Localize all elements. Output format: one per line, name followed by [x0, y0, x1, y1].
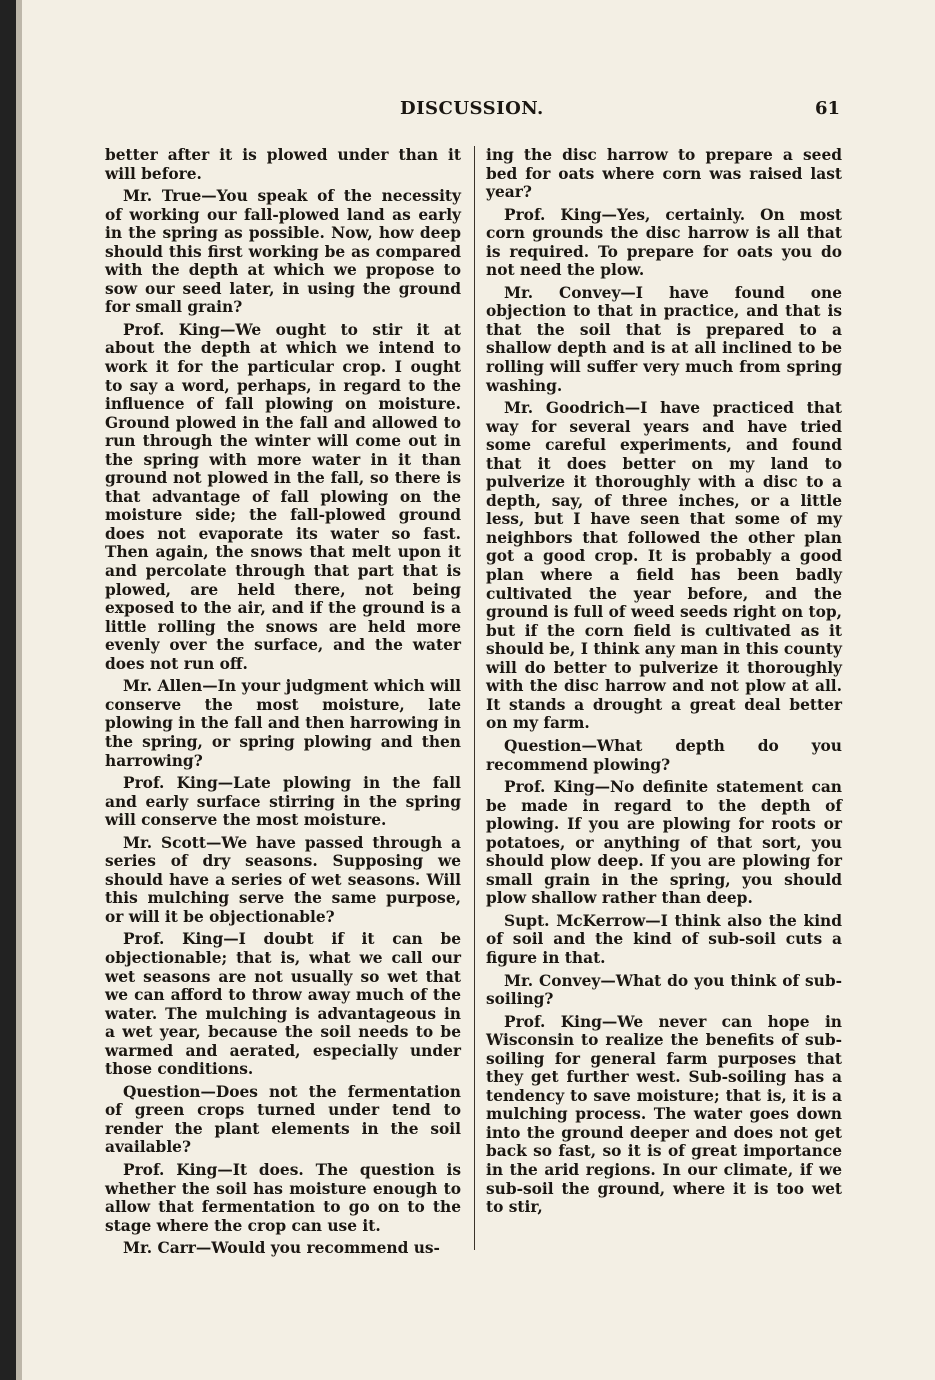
page-gutter-shadow: [16, 0, 22, 1380]
book-binding-edge: [0, 0, 16, 1380]
paragraph: Question—Does not the fermentation of green crops turned under tend to render the plant elements in the soil available?: [105, 1082, 461, 1157]
paragraph: better after it is plowed under than it will before.: [105, 146, 461, 183]
paragraph: Prof. King—I doubt if it can be objectionable; that is, what we call our wet seasons are not usually so wet that we can afford to throw away much of the water. The mulching is advantageous in a wet year, because the soil needs to be warmed and aerated, especially under those conditions.: [105, 930, 461, 1079]
paragraph: Prof. King—Late plowing in the fall and early surface stirring in the spring will conserve the most moisture.: [105, 774, 461, 830]
paragraph: Supt. McKerrow—I think also the kind of soil and the kind of sub-soil cuts a figure in that.: [486, 911, 842, 967]
paragraph: Prof. King—It does. The question is whether the soil has moisture enough to allow that fermentation to go on to the stage where the crop can use it.: [105, 1160, 461, 1235]
paragraph: Mr. Scott—We have passed through a series of dry seasons. Supposing we should have a series of wet seasons. Will this mulching serve the same purpose, or will it be objectionable?: [105, 833, 461, 926]
paragraph: Mr. True—You speak of the necessity of working our fall-plowed land as early in the spring as possible. Now, how deep should this first working be as compared with the depth at which we propose to sow our seed later, in using the ground for small grain?: [105, 187, 461, 317]
paragraph: Prof. King—We ought to stir it at about the depth at which we intend to work it for the particular crop. I ought to say a word, perhaps, in regard to the influence of fall plowing on moisture. Ground plowed in the fall and allowed to run through the winter will come out in the spring with more water in it than ground not plowed in the fall, so there is that advantage of fall plowing on the moisture side; the fall-plowed ground does not evaporate its water so fast. Then again, the snows that melt upon it and percolate through that part that is plowed, are held there, not being exposed to the air, and if the ground is a little rolling the snows are held more evenly over the surface, and the water does not run off.: [105, 320, 461, 673]
paragraph: Question—What depth do you recommend plowing?: [486, 736, 842, 774]
page-number: 61: [814, 98, 840, 119]
paragraph: Prof. King—No definite statement can be made in regard to the depth of plowing. If you are plowing for roots or potatoes, or anything of that sort, you should plow deep. If you are plowing for small grain in the spring, you should plow shallow rather than deep.: [486, 778, 842, 908]
right-text-column: [486, 146, 842, 1221]
page-header: [102, 98, 840, 124]
paragraph: Mr. Carr—Would you recommend us-: [123, 1239, 440, 1258]
paragraph: Mr. Convey—I have found one objection to that in practice, and that is that the soil that is prepared to a shallow depth and is at all inclined to be rolling will suffer very much from spring washing.: [486, 283, 842, 395]
paragraph: Prof. King—Yes, certainly. On most corn grounds the disc harrow is all that is required. To prepare for oats you do not need the plow.: [486, 205, 842, 280]
paragraph: Mr. Convey—What do you think of sub-soiling?: [486, 971, 842, 1009]
running-title: DISCUSSION.: [400, 98, 544, 119]
paragraph: Mr. Goodrich—I have practiced that way for several years and have tried some careful experiments, and found that it does better on my land to pulverize it thoroughly with a disc to a depth, say, of three inches, or a little less, but I have seen that some of my neighbors that followed the other plan got a good crop. It is probably a good plan where a field has been badly cultivated the year before, and the ground is full of weed seeds right on top, but if the corn field is cultivated as it should be, I think any man in this county will do better to pulverize it thoroughly with the disc harrow and not plow at all. It stands a drought a great deal better on my farm.: [486, 399, 842, 733]
paragraph: ing the disc harrow to prepare a seed bed for oats where corn was raised last year?: [486, 146, 842, 202]
left-text-column: [105, 146, 461, 1262]
column-divider: [474, 146, 475, 1250]
paragraph: Mr. Allen—In your judgment which will conserve the most moisture, late plowing in the fall and then harrowing in the spring, or spring plowing and then harrowing?: [105, 677, 461, 770]
paragraph: Prof. King—We never can hope in Wisconsin to realize the benefits of sub-soiling for general farm purposes that they get further west. Sub-soiling has a tendency to save moisture; that is, it is a mulching process. The water goes down into the ground deeper and does not get back so fast, so it is of great importance in the arid regions. In our climate, if we sub-soil the ground, where it is too wet to stir,: [486, 1012, 842, 1217]
